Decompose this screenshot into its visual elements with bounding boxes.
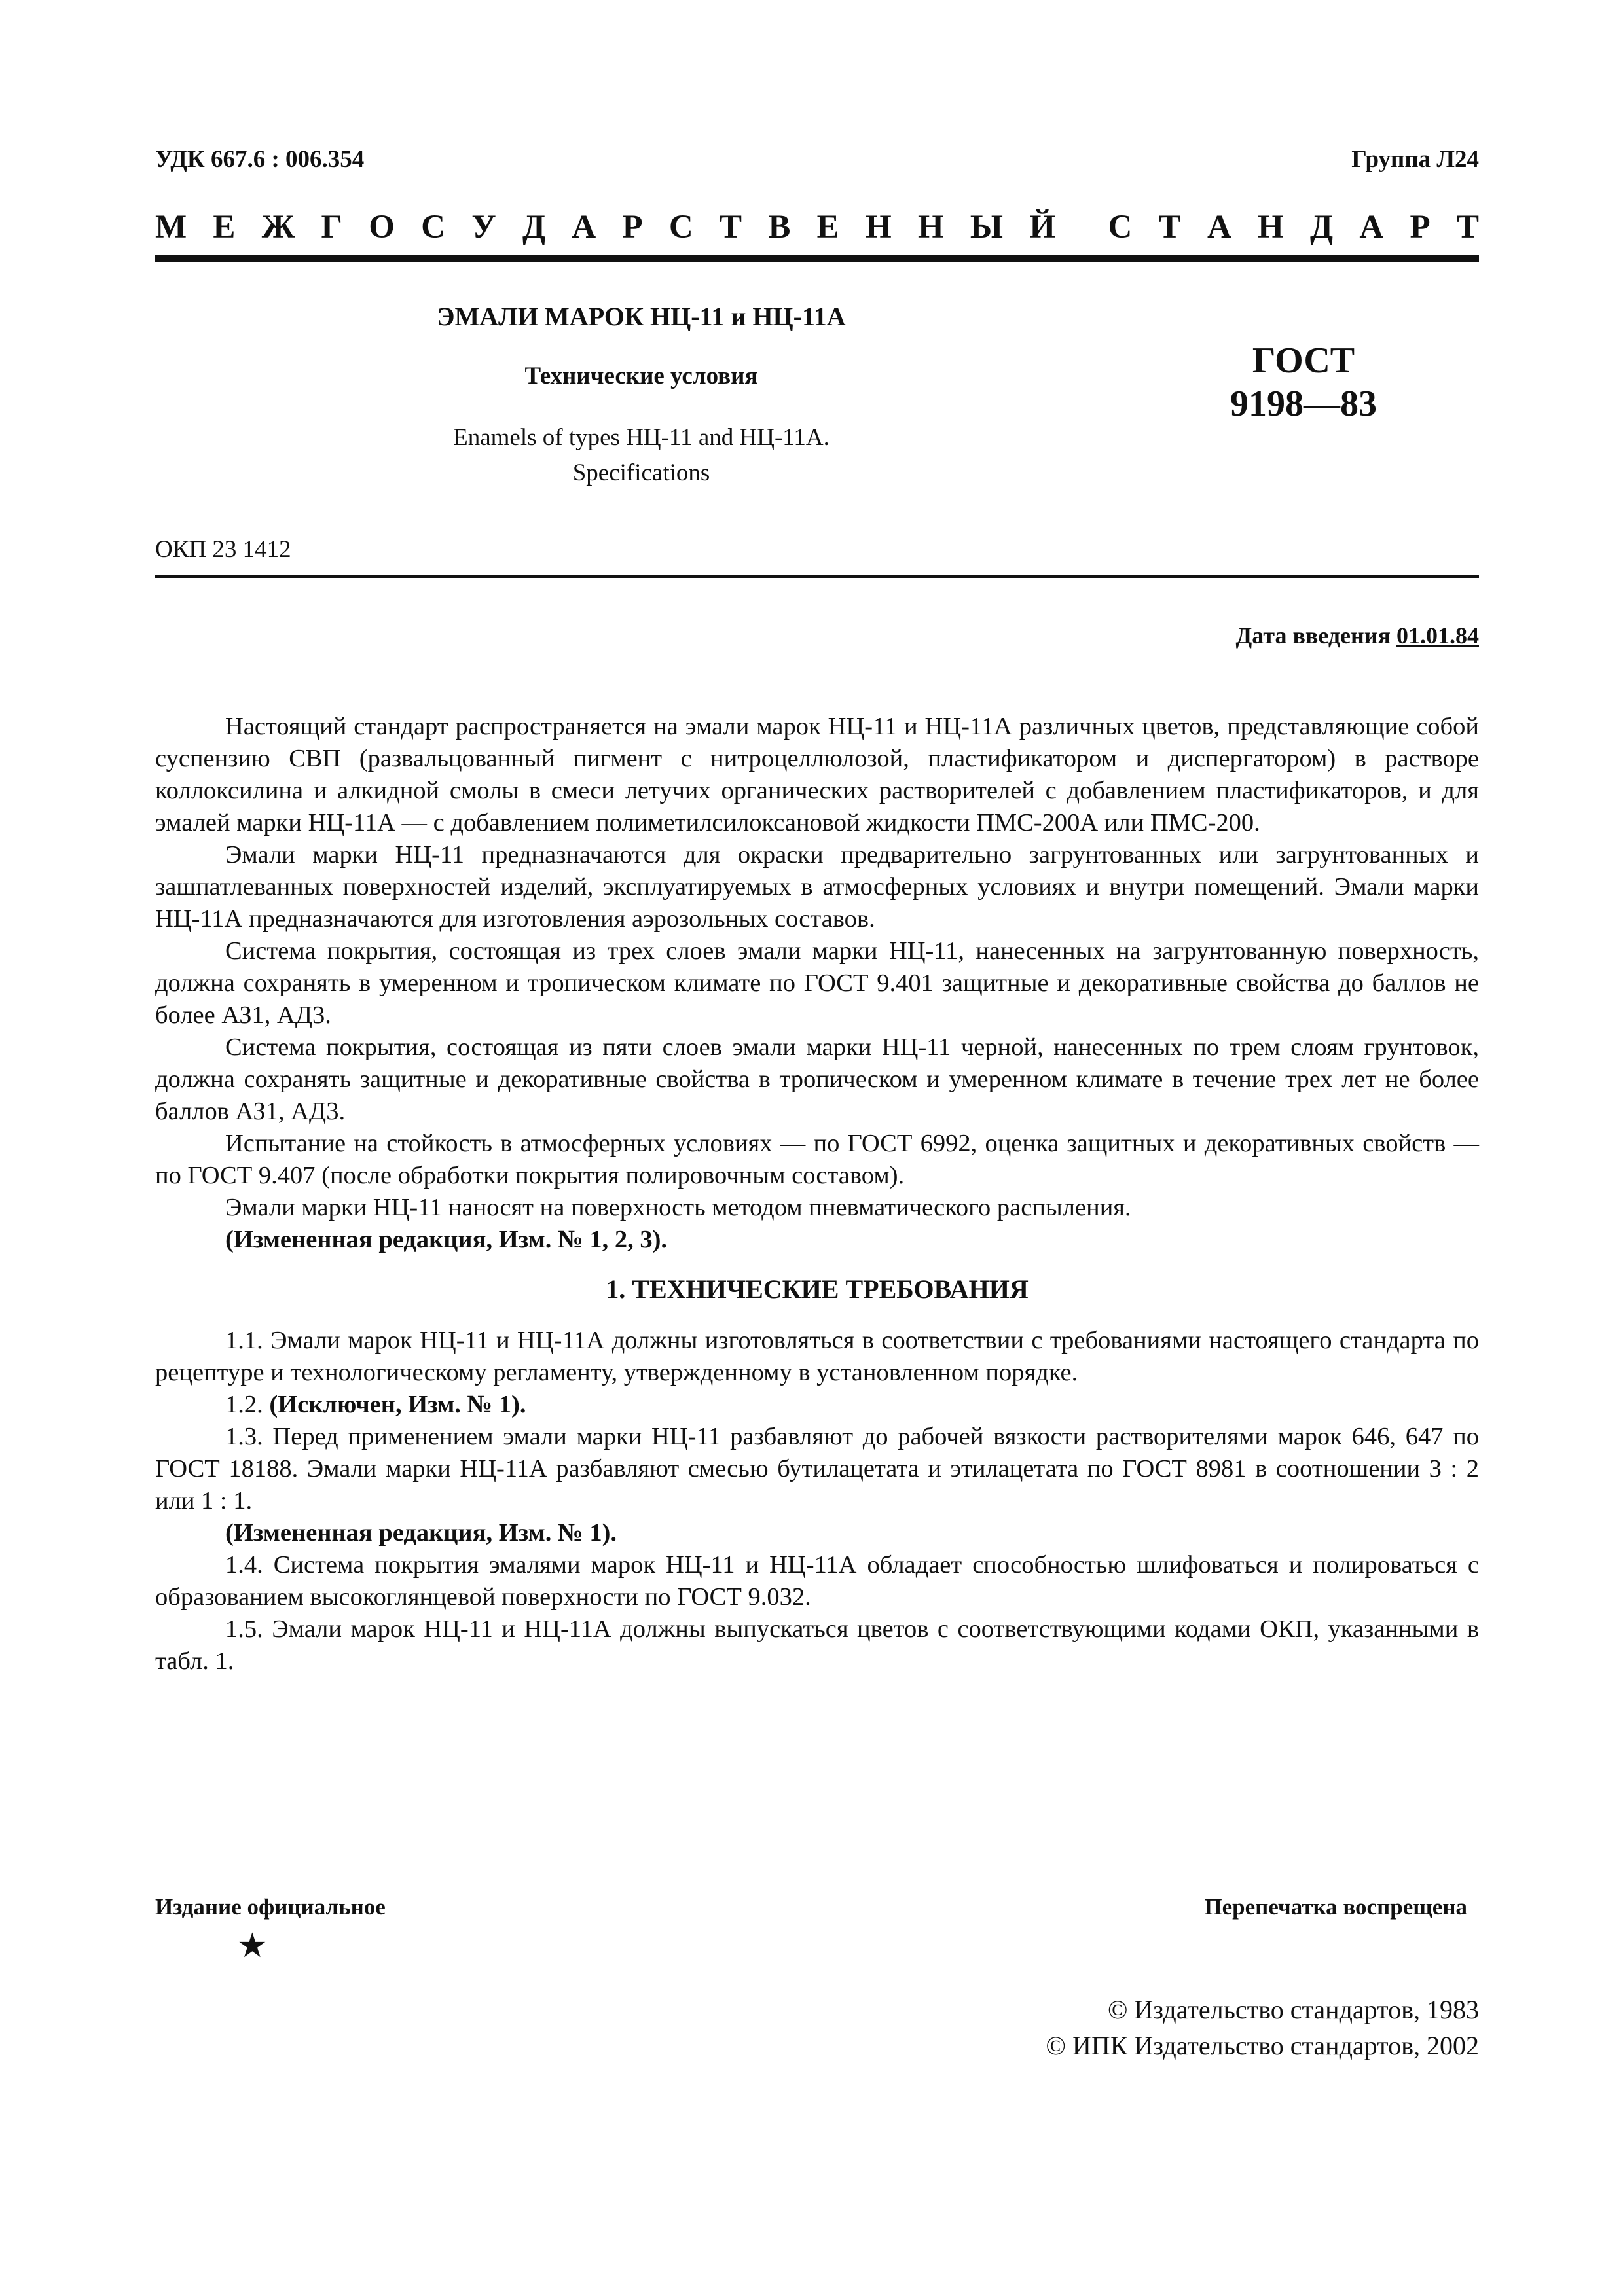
copyright-line-1983: © Издательство стандартов, 1983: [1107, 1995, 1479, 2024]
okp-code: ОКП 23 1412: [155, 536, 291, 563]
clause-1-1: 1.1. Эмали марок НЦ-11 и НЦ-11А должны изготовляться в соответствии с требованиями настоящего стандарта по рецептуре и технологическому регламенту, утвержденному в установленном порядке.: [155, 1327, 1479, 1386]
heading-letter: С: [421, 209, 445, 245]
heading-letter: У: [471, 209, 496, 245]
heading-letter: А: [572, 209, 596, 245]
clause-1-4: 1.4. Система покрытия эмалями марок НЦ-11 и НЦ-11А обладает способностью шлифоваться и полироваться с образованием высокоглянцевой поверхности по ГОСТ 9.032.: [155, 1551, 1479, 1611]
document-title: ЭМАЛИ МАРОК НЦ-11 и НЦ-11А: [437, 302, 846, 331]
heading-letter: Р: [1410, 209, 1431, 245]
paragraph-five-layers: Система покрытия, состоящая из пяти слоев эмали марки НЦ-11 черной, нанесенных по трем слоям грунтовок, должна сохранять защитные и декоративные свойства в тропическом и умеренном климате в течение трех лет не более баллов АЗ1, АД3.: [155, 1033, 1479, 1125]
heading-letter: Е: [816, 209, 839, 245]
heading-letter: А: [1207, 209, 1231, 245]
paragraph-scope: Настоящий стандарт распространяется на эмали марок НЦ-11 и НЦ-11А различных цветов, представляющие собой суспензию СВП (развальцованный пигмент с нитроцеллюлозой, пластификатором и диспергатором) в растворе коллоксилина и алкидной смолы в смеси летучих органических растворителей с добавлением пластификаторов, и для эмалей марки НЦ-11А — с добавлением полиметилсилоксановой жидкости ПМС-200А или ПМС-200.: [155, 713, 1479, 836]
heading-letter: Ж: [261, 209, 295, 245]
heading-letter: Ы: [970, 209, 1003, 245]
heading-letter: Т: [720, 209, 742, 245]
middle-rule: [155, 575, 1479, 578]
clause-1-2-number: 1.2.: [225, 1391, 263, 1418]
heading-letter: Д: [522, 209, 546, 245]
document-body: [155, 711, 1479, 1677]
introduction-date: [1236, 622, 1480, 649]
heading-letter: А: [1359, 209, 1384, 245]
star-icon: ★: [237, 1928, 268, 1965]
document-subtitle: Технические условия: [524, 363, 758, 389]
heading-letter: С: [1108, 209, 1133, 245]
heading-letter: Й: [1029, 209, 1055, 245]
amendment-note: (Измененная редакция, Изм. № 1, 2, 3).: [225, 1226, 668, 1253]
paragraph-purpose: Эмали марки НЦ-11 предназначаются для окраски предварительно загрунтованных или загрунтованных и зашпатлеванных поверхностей изделий, эксплуатируемых в атмосферных условиях и внутри помещений. Эмали марки НЦ-11А предназначаются для изготовления аэрозольных составов.: [155, 841, 1479, 933]
top-rule: [155, 255, 1479, 262]
heading-letter: Р: [622, 209, 643, 245]
english-title: [155, 420, 1127, 491]
clause-1-2: [155, 1389, 1479, 1421]
heading-letter: С: [668, 209, 693, 245]
paragraph-three-layers: Система покрытия, состоящая из трех слоев эмали марки НЦ-11, нанесенных на загрунтованную поверхность, должна сохранять в умеренном и тропическом климате по ГОСТ 9.401 защитные и декоративные свойства до баллов не более АЗ1, АД3.: [155, 937, 1479, 1029]
copyright-line-2002: © ИПК Издательство стандартов, 2002: [1046, 2031, 1479, 2060]
introduction-date-label: Дата введения: [1235, 622, 1391, 649]
heading-letter: М: [155, 209, 187, 245]
group-code: Группа Л24: [1351, 146, 1479, 173]
clause-1-2-text: (Исключен, Изм. № 1).: [269, 1391, 526, 1418]
clause-1-3-amendment: (Измененная редакция, Изм. № 1).: [225, 1519, 617, 1547]
paragraph-application: Эмали марки НЦ-11 наносят на поверхность методом пневматического распыления.: [225, 1194, 1131, 1221]
clause-1-5: 1.5. Эмали марок НЦ-11 и НЦ-11А должны выпускаться цветов с соответствующими кодами ОКП, указанными в табл. 1.: [155, 1615, 1479, 1675]
clause-1-3: 1.3. Перед применением эмали марки НЦ-11 разбавляют до рабочей вязкости растворителями марок 646, 647 по ГОСТ 18188. Эмали марки НЦ-11А разбавляют смесью бутилацетата и этилацетата по ГОСТ 8981 в соотношении 3 : 2 или 1 : 1.: [155, 1423, 1479, 1515]
no-reprint-label: Перепечатка воспрещена: [1204, 1894, 1467, 1920]
standard-type-heading: [155, 208, 1479, 246]
heading-letter: Д: [1310, 209, 1334, 245]
heading-letter: В: [768, 209, 791, 245]
heading-letter: Н: [865, 209, 892, 245]
section-heading: 1. ТЕХНИЧЕСКИЕ ТРЕБОВАНИЯ: [606, 1274, 1029, 1304]
heading-letter: Н: [917, 209, 944, 245]
english-title-line2: Specifications: [572, 459, 710, 486]
heading-letter: Т: [1158, 209, 1181, 245]
heading-letter: Г: [321, 209, 342, 245]
gost-label: ГОСТ: [1252, 340, 1355, 381]
copyright-block: [1046, 1992, 1479, 2064]
paragraph-testing: Испытание на стойкость в атмосферных условиях — по ГОСТ 6992, оценка защитных и декоративных свойств — по ГОСТ 9.407 (после обработки покрытия полировочным составом).: [155, 1130, 1479, 1189]
udk-code: УДК 667.6 : 006.354: [155, 146, 365, 173]
heading-letter: Т: [1456, 209, 1479, 245]
official-edition-label: Издание официальное: [155, 1894, 386, 1920]
heading-letter: Н: [1258, 209, 1284, 245]
gost-number: 9198—83: [1230, 384, 1377, 424]
heading-letter: Е: [213, 209, 236, 245]
introduction-date-value: 01.01.84: [1396, 622, 1479, 649]
gost-designation: [1127, 339, 1480, 425]
heading-letter: О: [369, 209, 395, 245]
english-title-line1: Enamels of types НЦ-11 and НЦ-11А.: [453, 424, 830, 451]
